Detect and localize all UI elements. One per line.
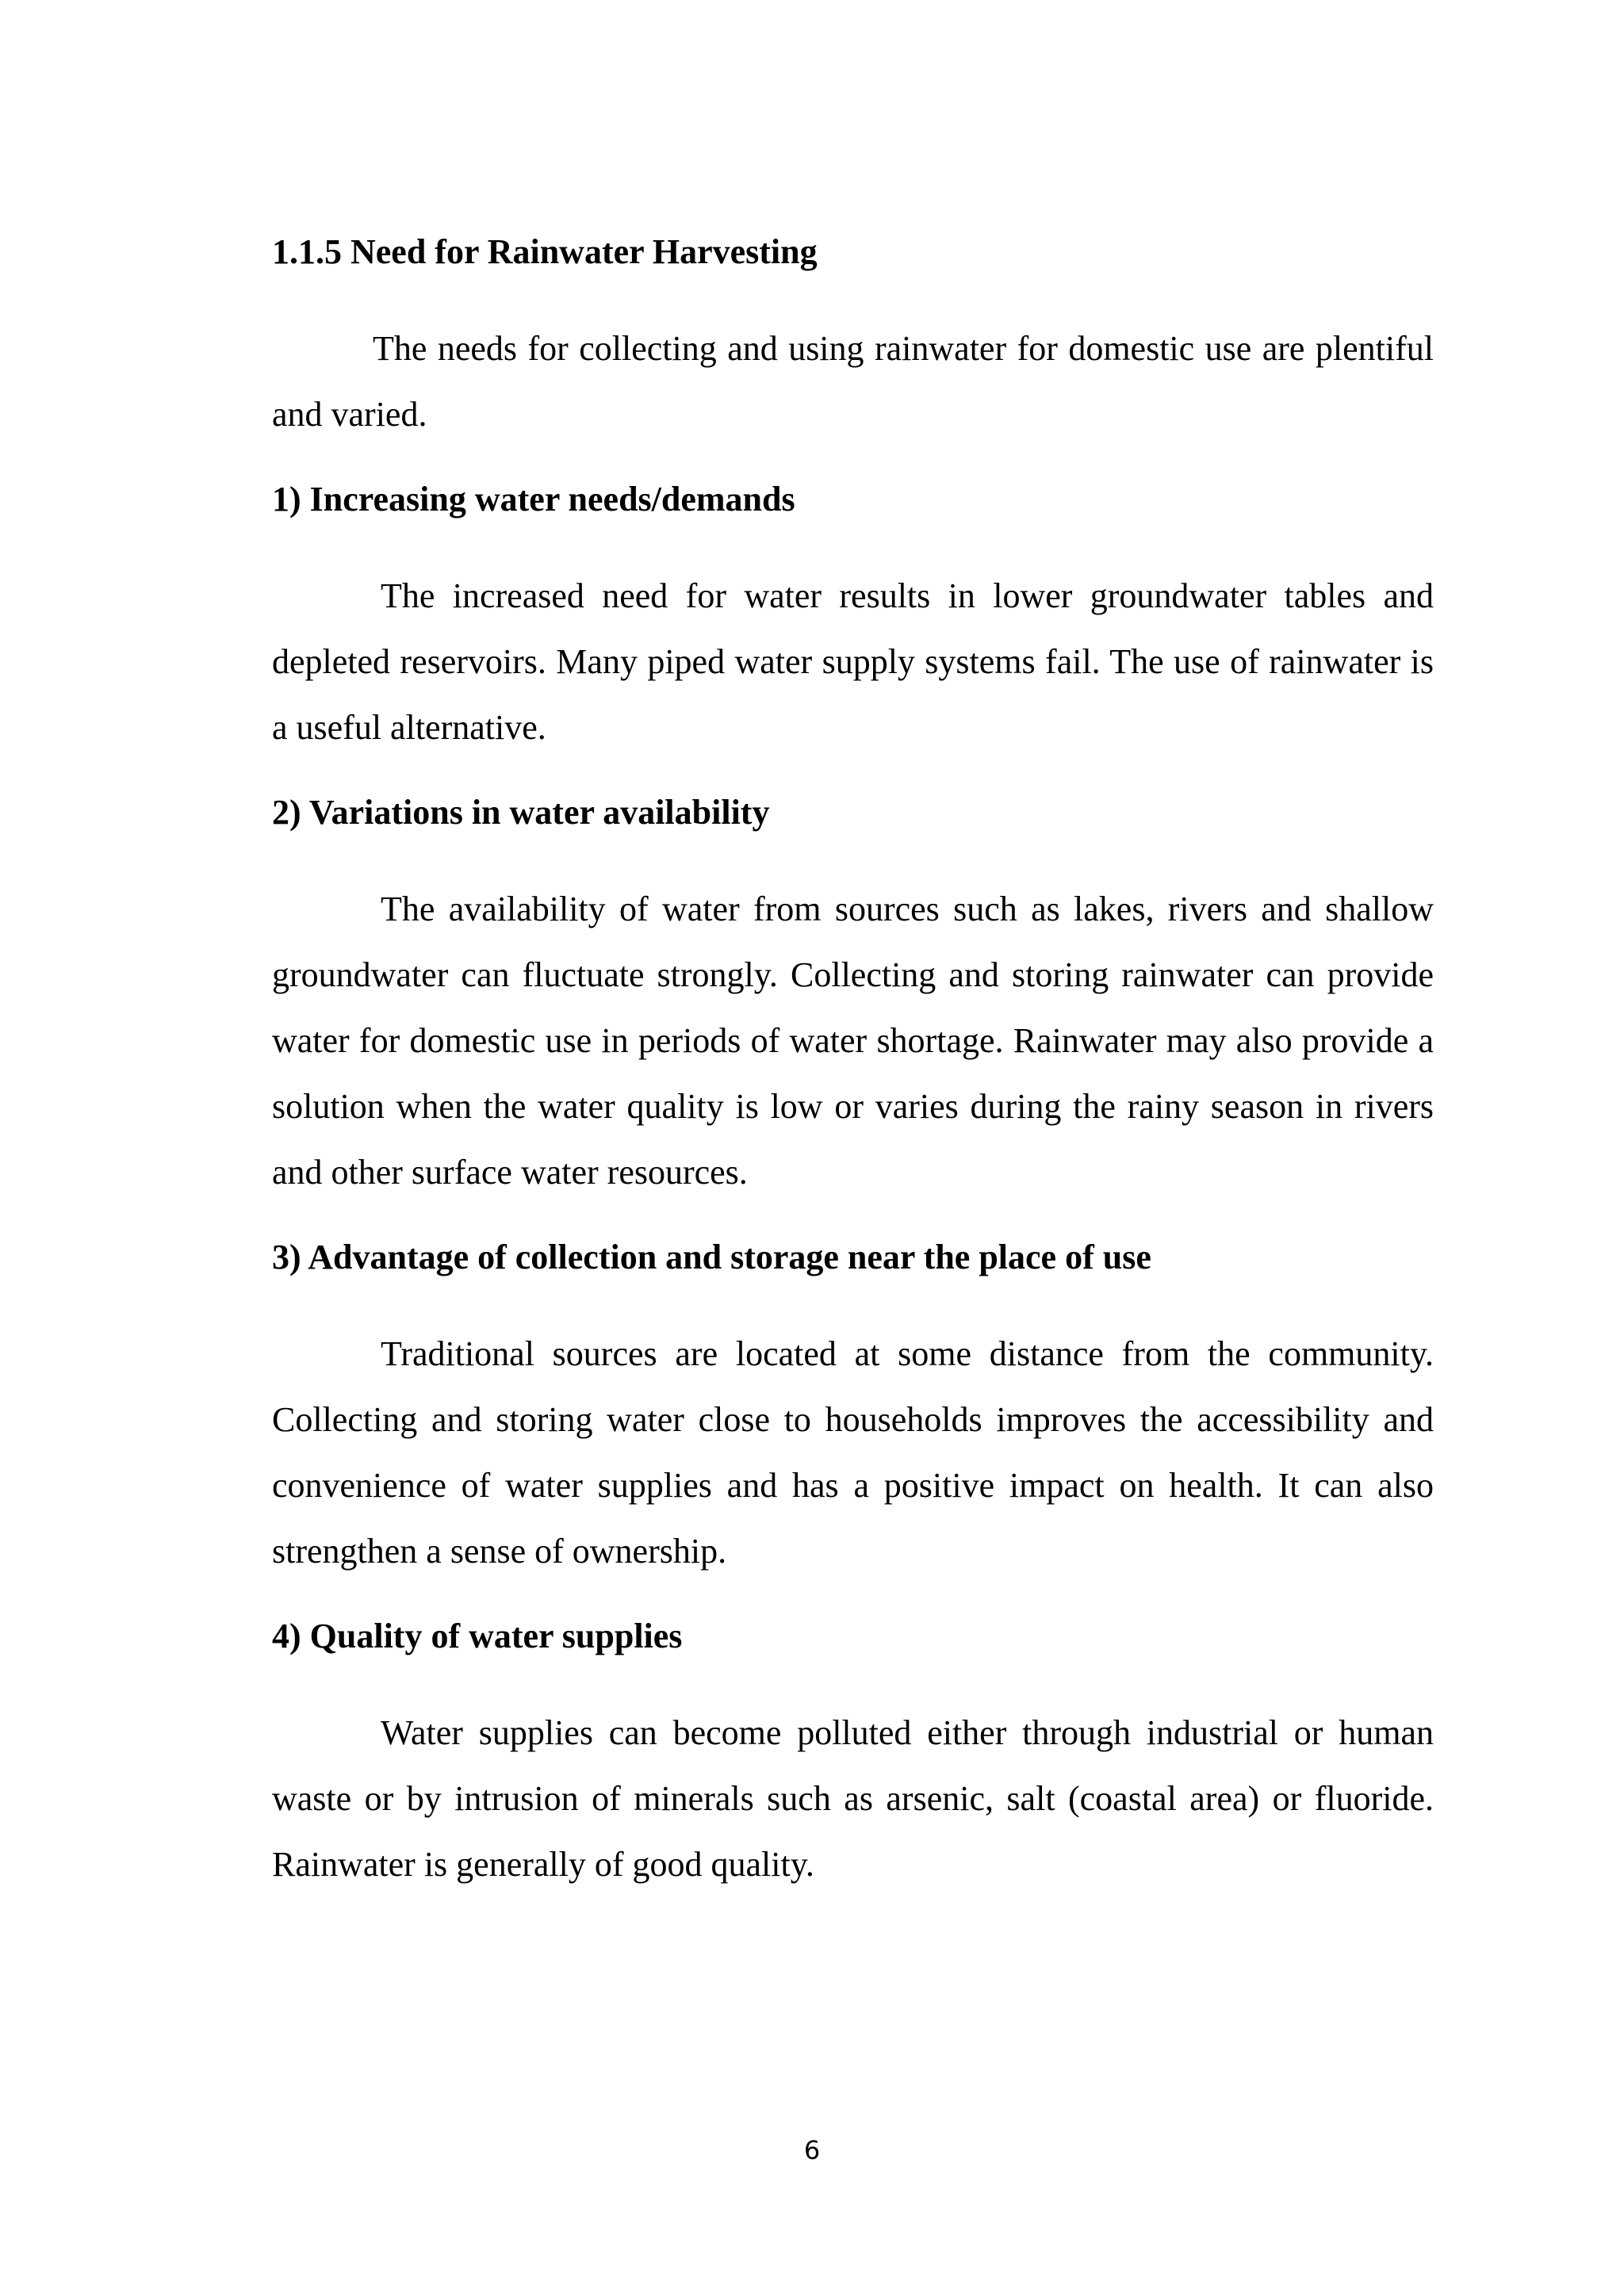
- item-heading-increasing-demands: 1) Increasing water needs/demands: [272, 480, 795, 519]
- section-heading: 1.1.5 Need for Rainwater Harvesting: [272, 232, 818, 271]
- item-heading-variations-availability: 2) Variations in water availability: [272, 793, 770, 832]
- page-number: 6: [803, 2135, 821, 2165]
- item-body-collection-storage: Traditional sources are located at some distance from the community. Collecting and storing water close to households improves the accessibility and convenience of water supplies and has a positive impact on health. It can also strengthen a sense of ownership.: [272, 1334, 1434, 1571]
- item-body-variations-availability: The availability of water from sources such as lakes, rivers and shallow groundwater can fluctuate strongly. Collecting and storing rainwater can provide water for domestic use in periods of water shortage. Rainwater may also provide a solution when the water quality is low or varies during the rainy season in rivers and other surface water resources.: [272, 890, 1434, 1192]
- item-body-increasing-demands: The increased need for water results in lower groundwater tables and depleted reservoirs. Many piped water supply systems fail. The use of rainwater is a useful alternative.: [272, 576, 1434, 747]
- item-body-water-quality: Water supplies can become polluted either through industrial or human waste or by intrusion of minerals such as arsenic, salt (coastal area) or fluoride. Rainwater is generally of good quality.: [272, 1713, 1434, 1884]
- intro-paragraph: The needs for collecting and using rainwater for domestic use are plentiful and varied.: [272, 329, 1434, 434]
- item-heading-collection-storage: 3) Advantage of collection and storage near the place of use: [272, 1238, 1151, 1276]
- page-content: [272, 230, 1434, 1897]
- item-heading-water-quality: 4) Quality of water supplies: [272, 1617, 683, 1655]
